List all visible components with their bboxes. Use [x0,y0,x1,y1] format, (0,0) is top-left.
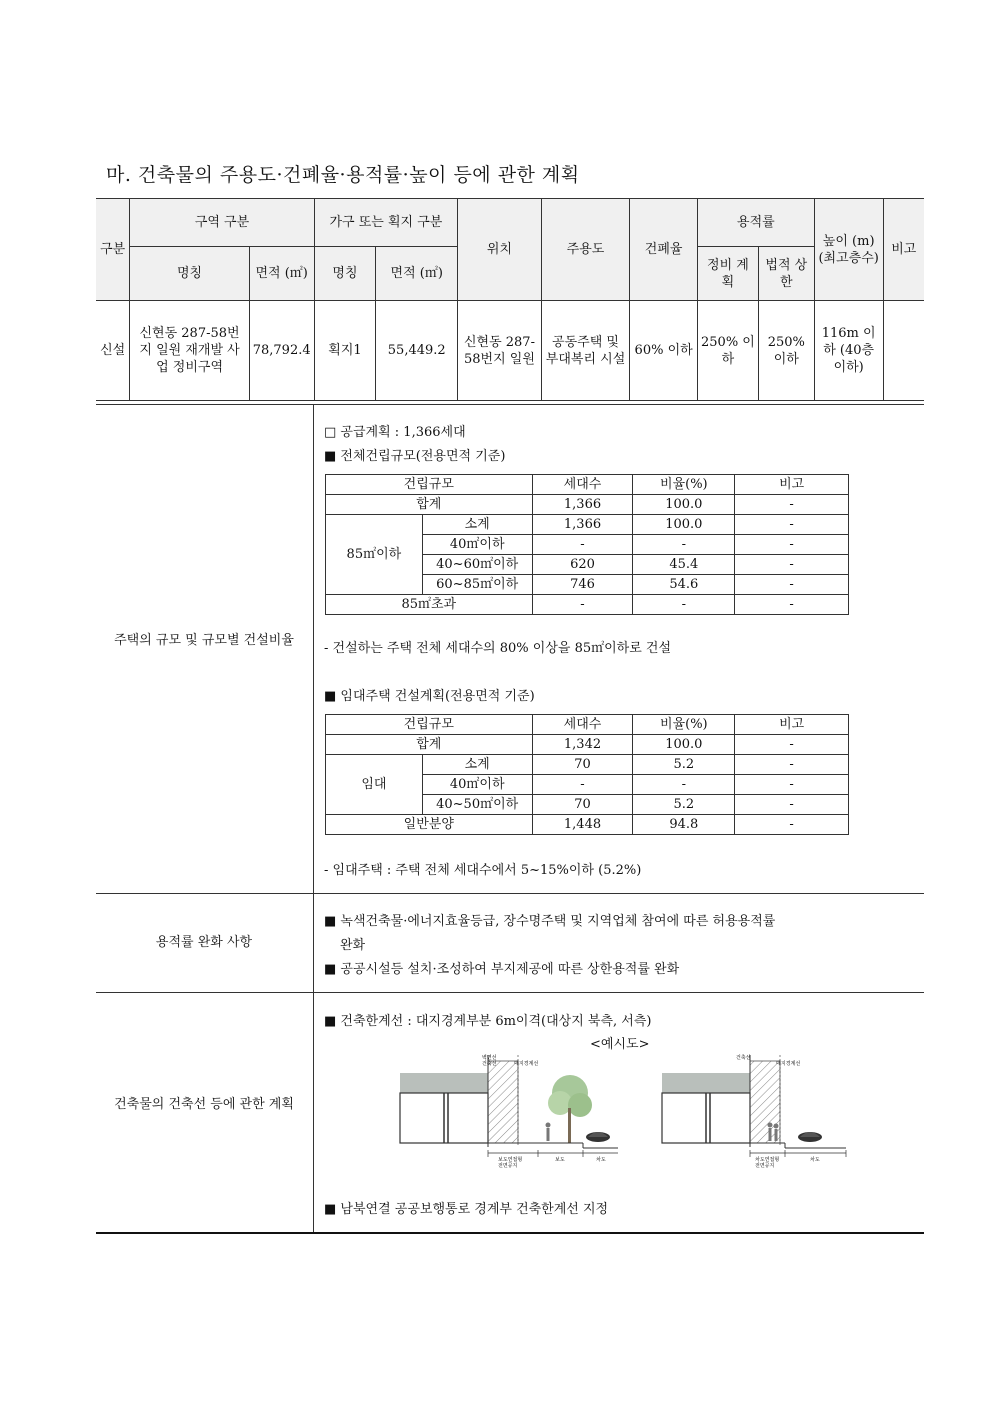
cell: 94.8 [633,815,735,835]
cell: - [532,775,633,795]
rent-title: ■ 임대주택 건설계획(전용면적 기준) [324,689,535,704]
cell: 1,366 [532,515,633,535]
setback-diagram-1 [398,1053,620,1169]
cell: 60~85㎡이하 [422,575,532,595]
cell: 100.0 [633,515,735,535]
cell: 5.2 [633,795,735,815]
roof-band [662,1073,750,1093]
all-note: - 건설하는 주택 전체 세대수의 80% 이상을 85㎡이하로 건설 [324,641,672,656]
hdr-gubun: 구분 [96,199,130,301]
th-count: 세대수 [532,475,633,495]
cell: - [532,595,633,615]
row-zone-area: 78,792.4 [249,301,314,401]
hdr-lot-name: 명칭 [314,247,376,301]
cell: 45.4 [633,555,735,575]
cell: 합계 [326,735,533,755]
hdr-far: 용적률 [698,199,815,247]
building-line-body [313,993,924,1233]
group-rent: 임대 [326,755,423,815]
housing-section [96,404,924,894]
hdr-lot-area: 면적 (㎡) [376,247,458,301]
section-title: 마. 건축물의 주용도·건폐율·용적률·높이 등에 관한 계획 [106,164,580,186]
hdr-use: 주용도 [541,199,629,301]
cell: 1,342 [532,735,633,755]
cell: - [633,775,735,795]
hdr-zone-name: 명칭 [130,247,249,301]
row-far-plan: 250% 이하 [698,301,759,401]
building-line-section [96,992,924,1233]
cell: 746 [532,575,633,595]
cell: - [633,535,735,555]
building-line-2: ■ 남북연결 공공보행통로 경계부 건축한계선 지정 [324,1202,609,1217]
row-zone-name: 신현동 287-58번지 일원 재개발 사업 정비구역 [130,301,249,401]
th-count: 세대수 [532,715,633,735]
cell: 소계 [422,755,532,775]
th-scale: 건립규모 [326,475,533,495]
label-road: 차도 [596,1157,606,1163]
cell: - [735,815,849,835]
cell: - [735,535,849,555]
table-row: 합계 [326,495,533,515]
row-far-legal: 250% 이하 [758,301,814,401]
row-location: 신현동 287-58번지 일원 [458,301,542,401]
cell: - [735,755,849,775]
cell: 100.0 [633,495,735,515]
cell: 100.0 [633,735,735,755]
hdr-far-legal: 법적 상한 [758,247,814,301]
roof-band [400,1073,488,1093]
cell: - [532,535,633,555]
cell: - [735,515,849,535]
hdr-location: 위치 [458,199,542,301]
supply-plan: □ 공급계획 : 1,366세대 [324,425,466,440]
building-line-label: 건축물의 건축선 등에 관한 계획 [114,1097,294,1112]
person-icon [546,1123,551,1128]
far-relax-2: ■ 공공시설등 설치·조성하여 부지제공에 따른 상한용적률 완화 [324,962,680,977]
label-front-space: 차도연접형 전면공지 [755,1157,780,1169]
cell: 40㎡이하 [422,775,532,795]
th-note: 비고 [735,715,849,735]
far-relax-label: 용적률 완화 사항 [155,935,253,950]
cell: 85㎡초과 [326,595,533,615]
cell: - [735,595,849,615]
group-85-under: 85㎡이하 [326,515,423,595]
plan-table [96,198,924,401]
setback-zone [488,1061,518,1143]
person-icon [768,1123,773,1128]
th-ratio: 비율(%) [633,475,735,495]
all-title: ■ 전체건립규모(전용면적 기준) [324,449,506,464]
housing-label: 주택의 규모 및 규모별 건설비율 [114,633,294,648]
label-wall-line: 벽면선 건축선 [482,1055,497,1067]
label-front-space: 보도연접형 전면공지 [498,1157,523,1169]
cell: - [735,575,849,595]
cell: - [735,495,849,515]
cell: 620 [532,555,633,575]
cell: - [735,735,849,755]
far-relax-section [96,893,924,993]
row-note [883,301,924,401]
cell: - [735,555,849,575]
cell: 40㎡이하 [422,535,532,555]
hdr-household: 가구 또는 획지 구분 [314,199,458,247]
hdr-height: 높이 (m) (최고층수) [814,199,883,301]
row-use: 공동주택 및 부대복리 시설 [541,301,629,401]
cell: 70 [532,755,633,775]
setback-diagram-2 [660,1053,850,1169]
hdr-note: 비고 [883,199,924,301]
rent-note: - 임대주택 : 주택 전체 세대수에서 5~15%이하 (5.2%) [324,863,642,878]
rent-table [325,714,849,835]
housing-body [313,405,924,894]
bottom-rule [96,1232,924,1234]
th-ratio: 비율(%) [633,715,735,735]
hdr-zone: 구역 구분 [130,199,314,247]
label-building-line: 건축선 [736,1055,751,1061]
cell: - [735,775,849,795]
cell: 5.2 [633,755,735,775]
cell: 1,448 [532,815,633,835]
cell: 일반분양 [326,815,533,835]
example-caption: <예시도> [590,1037,650,1052]
label-road: 차도 [810,1157,820,1163]
all-scale-table [325,474,849,615]
th-note: 비고 [735,475,849,495]
cell: 1,366 [532,495,633,515]
row-height: 116m 이하 (40층 이하) [814,301,883,401]
row-lot-name: 획지1 [314,301,376,401]
cell: 40~50㎡이하 [422,795,532,815]
cell: 70 [532,795,633,815]
far-relax-1: ■ 녹색건축물·에너지효율등급, 장수명주택 및 지역업체 참여에 따른 허용용적률 [324,914,776,929]
row-lot-area: 55,449.2 [376,301,458,401]
label-boundary: 대지경계선 [514,1061,539,1067]
cell: - [633,595,735,615]
hdr-bcr: 건폐율 [630,199,698,301]
building-line-1: ■ 건축한계선 : 대지경계부분 6m이격(대상지 북측, 서측) [324,1014,652,1029]
row-bcr: 60% 이하 [630,301,698,401]
hdr-zone-area: 면적 (㎡) [249,247,314,301]
far-relax-body [313,894,924,993]
hdr-far-plan: 정비 계획 [698,247,759,301]
far-relax-1b: 완화 [340,938,366,953]
label-sidewalk: 보도 [555,1157,565,1163]
th-scale: 건립규모 [326,715,533,735]
cell: 소계 [422,515,532,535]
cell: - [735,795,849,815]
cell: 54.6 [633,575,735,595]
label-boundary: 대지경계선 [776,1061,801,1067]
row-gubun: 신설 [96,301,130,401]
cell: 40~60㎡이하 [422,555,532,575]
